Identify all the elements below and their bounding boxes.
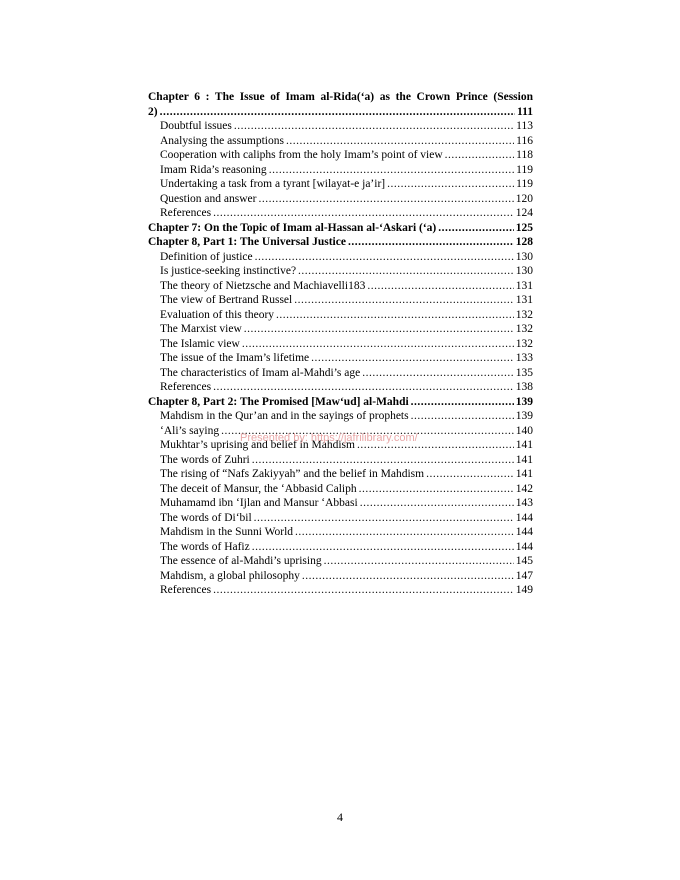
page-number: 4 (337, 810, 343, 824)
toc-entry[interactable]: The words of Zuhri ..... 141 (148, 453, 533, 468)
toc-chapter-8-part-1[interactable] (148, 235, 533, 250)
toc-entry[interactable]: The words of Di‘bil ..... 144 (148, 511, 533, 526)
toc-entry[interactable]: The theory of Nietzsche and Machiavelli183 ..... 131 (148, 279, 533, 294)
toc-chapter-title: Chapter 7: On the Topic of Imam al-Hassan al-‘Askari (‘a) (148, 221, 437, 234)
toc-entry[interactable]: References ..... 124 (148, 206, 533, 221)
toc-entry[interactable]: The Islamic view ..... 132 (148, 337, 533, 352)
toc-entry[interactable]: Definition of justice ..... 130 (148, 250, 533, 265)
toc-chapter-6[interactable] (148, 90, 533, 119)
toc-entry[interactable]: Undertaking a task from a tyrant [wilayat-e ja’ir] ..... 119 (148, 177, 533, 192)
dot-leader (411, 395, 514, 410)
table-of-contents (148, 90, 533, 598)
toc-entry[interactable]: The essence of al-Mahdi’s uprising ..... 145 (148, 554, 533, 569)
toc-entry[interactable]: Doubtful issues ..... 113 (148, 119, 533, 134)
toc-entry[interactable]: Mahdism, a global philosophy ..... 147 (148, 569, 533, 584)
toc-entry[interactable]: The issue of the Imam’s lifetime ..... 133 (148, 351, 533, 366)
toc-chapter-8-part-2[interactable] (148, 395, 533, 410)
toc-entry[interactable]: The deceit of Mansur, the ‘Abbasid Caliph ..... 142 (148, 482, 533, 497)
toc-page-number: 128 (515, 236, 533, 248)
toc-chapter-title: Chapter 8, Part 2: The Promised [Maw‘ud] al-Mahdi (148, 395, 409, 408)
toc-entry[interactable]: Muhamamd ibn ‘Ijlan and Mansur ‘Abbasi ..... 143 (148, 496, 533, 511)
toc-entry[interactable]: The view of Bertrand Russel ..... 131 (148, 293, 533, 308)
toc-chapter-title: Chapter 8, Part 1: The Universal Justice (148, 236, 346, 248)
toc-entry[interactable]: Mukhtar’s uprising and belief in Mahdism ..... 141 (148, 438, 533, 453)
toc-entry[interactable]: Mahdism in the Sunni World ..... 144 (148, 525, 533, 540)
toc-page-number: 125 (515, 221, 533, 234)
toc-entry[interactable]: Imam Rida’s reasoning ..... 119 (148, 163, 533, 178)
toc-entry[interactable]: The Marxist view ..... 132 (148, 322, 533, 337)
toc-chapter-title: Chapter 6 : The Issue of Imam al-Rida(‘a) as the Crown Prince (Session (148, 91, 533, 103)
toc-entry[interactable]: The words of Hafiz ..... 144 (148, 540, 533, 555)
toc-chapter-7[interactable] (148, 221, 533, 236)
dot-leader (348, 235, 514, 250)
toc-entry[interactable]: Evaluation of this theory ..... 132 (148, 308, 533, 323)
toc-entry[interactable]: Analysing the assumptions ..... 116 (148, 134, 533, 149)
watermark: Presented by: https://jafrilibrary.com/ (240, 432, 418, 444)
toc-entry[interactable]: Mahdism in the Qur’an and in the sayings of prophets ..... 139 (148, 409, 533, 424)
toc-entry[interactable]: The characteristics of Imam al-Mahdi’s age ..... 135 (148, 366, 533, 381)
toc-page-number: 139 (515, 395, 533, 408)
toc-entry[interactable]: References ..... 138 (148, 380, 533, 395)
dot-leader (438, 221, 513, 236)
toc-entry[interactable]: Cooperation with caliphs from the holy Imam’s point of view ..... 118 (148, 148, 533, 163)
toc-entry[interactable]: Is justice-seeking instinctive? ..... 130 (148, 264, 533, 279)
toc-chapter-title-cont: 2) (148, 105, 158, 118)
toc-entry[interactable]: The rising of “Nafs Zakiyyah” and the belief in Mahdism ..... 141 (148, 467, 533, 482)
toc-entry[interactable]: ‘Ali’s saying ..... 140 (148, 424, 533, 439)
toc-entry[interactable]: References ..... 149 (148, 583, 533, 598)
dot-leader (160, 105, 515, 120)
toc-page-number: 111 (517, 105, 533, 118)
toc-entry[interactable]: Question and answer ..... 120 (148, 192, 533, 207)
